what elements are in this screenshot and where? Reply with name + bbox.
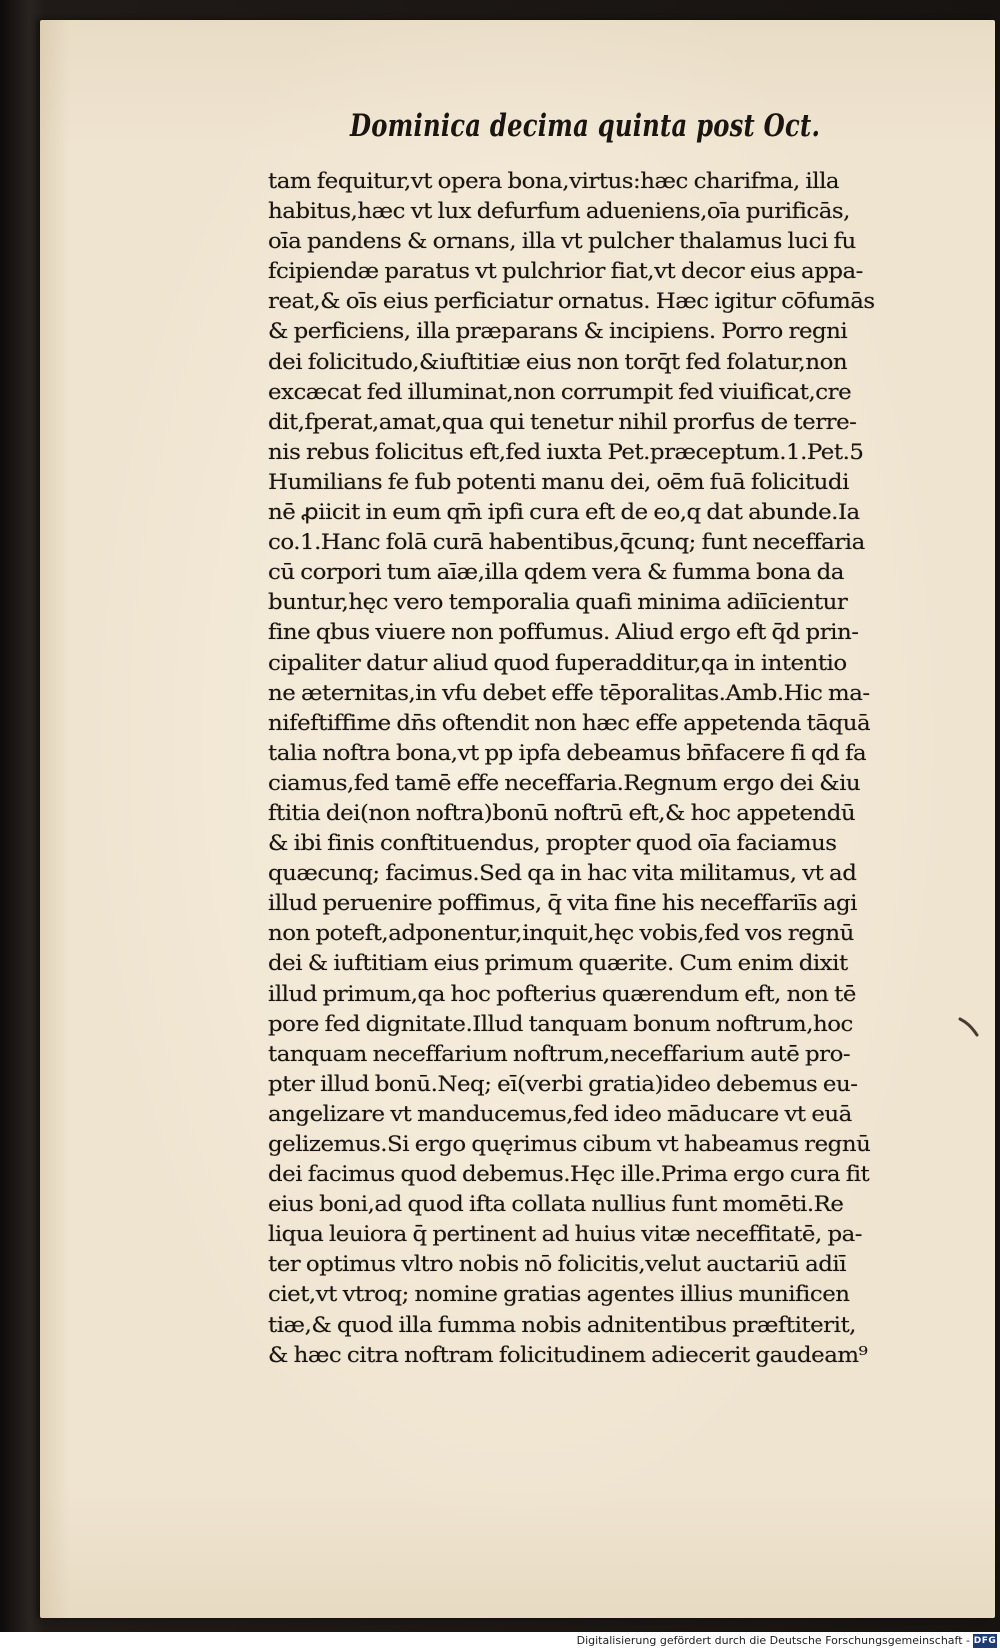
text-line: nē ꝓiicit in eum qm̄ ipfi cura eft de eo,q dat abunde.Ia [268, 499, 860, 525]
text-line: & ibi finis conftituendus, propter quod oīa faciamus [268, 830, 837, 856]
text-line: quæcunq; facimus.Sed qa in hac vita militamus, vt ad [268, 860, 857, 886]
text-line: nifeftiffime dn̄s oftendit non hæc effe appetenda tāquā [268, 709, 871, 735]
text-line: habitus,hæc vt lux defurfum adueniens,oīa purificās, [268, 198, 850, 224]
text-line: gelizemus.Si ergo quęrimus cibum vt habeamus regnū [268, 1131, 871, 1156]
text-line: reat,& oīs eius perficiatur ornatus. Hæc igitur cōfumās [268, 288, 875, 314]
text-line: dei facimus quod debemus.Hęc ille.Prima ergo cura fit [268, 1161, 870, 1187]
text-line: fcipiendæ paratus vt pulchrior fiat,vt decor eius appa- [268, 258, 863, 284]
dfg-logo-icon: DFG [973, 1636, 997, 1646]
running-head: Dominica decima quinta post Oct. [350, 108, 821, 144]
text-line: dit,fperat,amat,qua qui tenetur nihil prorfus de terre- [268, 408, 857, 434]
footer-credit: Digitalisierung gefördert durch die Deutsche Forschungsgemeinschaft - [576, 1634, 970, 1647]
text-line: illud peruenire poffimus, q̄ vita fine his neceffariīs agi [268, 890, 858, 916]
text-line: ciamus,fed tamē effe neceffaria.Regnum ergo dei &iu [268, 769, 861, 795]
text-line: ter optimus vltro nobis nō folicitis,velut auctariū adiī [268, 1251, 847, 1277]
text-line: illud primum,qa hoc pofterius quærendum eft, non tē [268, 980, 856, 1006]
text-line: angelizare vt manducemus,fed ideo māducare vt euā [268, 1100, 852, 1126]
text-line: & perficiens, illa præparans & incipiens. Porro regni [268, 318, 848, 344]
text-line: dei & iuftitiam eius primum quærite. Cum enim dixit [268, 950, 848, 976]
text-line: co.1.Hanc folā curā habentibus,q̄cunq; funt neceffaria [268, 529, 865, 555]
text-line: fine qbus viuere non poffumus. Aliud ergo eft q̄d prin- [268, 619, 859, 645]
text-line: excæcat fed illuminat,non corrumpit fed viuificat,cre [268, 378, 852, 404]
text-line: ciet,vt vtroq; nomine gratias agentes illius munificen [268, 1281, 850, 1307]
text-line: liqua leuiora q̄ pertinent ad huius vitæ neceffitatē, pa- [268, 1221, 863, 1247]
text-line: Humilians fe fub potenti manu dei, oēm fuā folicitudi [268, 468, 849, 494]
text-line: cū corpori tum aīæ,illa qdem vera & fumma bona da [268, 559, 844, 585]
text-line: cipaliter datur aliud quod fuperadditur,qa in intentio [268, 649, 847, 675]
text-line: tiæ,& quod illa fumma nobis adnitentibus præftiterit, [268, 1311, 856, 1337]
text-line: talia noftra bona,vt pp ipfa debeamus bn̄facere fi qd fa [268, 739, 867, 765]
text-line: buntur,hęc vero temporalia quafi minima adiīcientur [268, 589, 848, 615]
text-line: tam fequitur,vt opera bona,virtus:hæc charifma, illa [268, 168, 840, 193]
text-line: ne æternitas,in vfu debet effe tēporalitas.Amb.Hic ma- [268, 679, 870, 705]
text-line: oīa pandens & ornans, illa vt pulcher thalamus luci fu [268, 228, 856, 254]
text-line: eius boni,ad quod ifta collata nullius funt momēti.Re [268, 1191, 844, 1217]
text-line: nis rebus folicitus eft,fed iuxta Pet.præceptum.1.Pet.5 [268, 438, 864, 464]
text-line: ftitia dei(non noftra)bonū noftrū eft,& hoc appetendū [268, 799, 856, 825]
text-line: dei folicitudo,&iuftitiæ eius non torq̄t fed folatur,non [268, 348, 848, 374]
text-line: non poteft,adponentur,inquit,hęc vobis,fed vos regnū [268, 920, 854, 946]
text-line: pore fed dignitate.Illud tanquam bonum noftrum,hoc [268, 1010, 853, 1036]
footer-bar [0, 1632, 1000, 1651]
text-line: tanquam neceffarium noftrum,neceffarium autē pro- [268, 1040, 851, 1066]
text-line: pter illud bonū.Neq; eī(verbi gratia)ideo debemus eu- [268, 1070, 858, 1096]
text-line: & hæc citra noftram folicitudinem adiecerit gaudeam⁹ [268, 1341, 868, 1367]
text-block [268, 166, 940, 1370]
margin-mark-icon [958, 1016, 980, 1038]
